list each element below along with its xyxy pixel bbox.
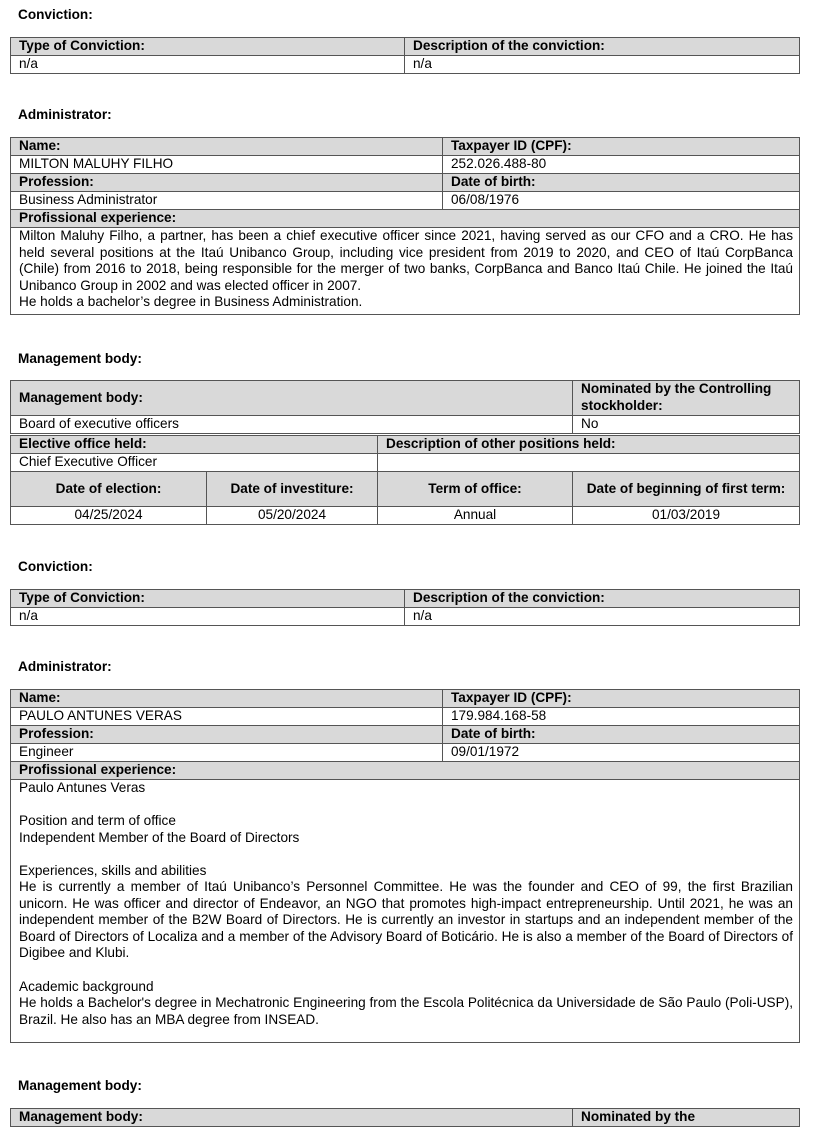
date-of-election-value: 04/25/2024 xyxy=(11,507,207,525)
date-of-birth-value: 09/01/1972 xyxy=(443,744,800,762)
nominated-value: No xyxy=(573,416,800,434)
date-of-first-term-label: Date of beginning of first term: xyxy=(573,472,800,507)
administrator-heading: Administrator: xyxy=(18,107,112,122)
management-body-label: Management body: xyxy=(11,381,573,416)
taxpayer-id-value: 252.026.488-80 xyxy=(443,156,800,174)
date-of-election-label: Date of election: xyxy=(11,472,207,507)
profession-label: Profession: xyxy=(11,726,443,744)
description-of-conviction-value: n/a xyxy=(405,56,800,74)
profession-label: Profession: xyxy=(11,174,443,192)
term-table xyxy=(10,471,800,525)
profession-value: Business Administrator xyxy=(11,192,443,210)
name-label: Name: xyxy=(11,690,443,708)
management-body-table xyxy=(10,380,800,434)
conviction-heading: Conviction: xyxy=(18,559,93,574)
other-positions-value xyxy=(378,454,800,472)
elective-office-table xyxy=(10,435,800,472)
professional-experience-text: Milton Maluhy Filho, a partner, has been a chief executive officer since 2021, having served as our CFO and a CRO. He has held several positions at the Itaú Unibanco Group, including vice president from 2019 to 2020, and CEO of Itaú CorpBanca (Chile) from 2016 to 2018, being responsible for the merger of two banks, CorpBanca and Banco Itaú Chile. He joined the Itaú Unibanco Group in 2002 and was elected officer in 2007. He holds a bachelor’s degree in Business Administration. xyxy=(11,228,800,315)
type-of-conviction-label: Type of Conviction: xyxy=(11,38,405,56)
professional-experience-label: Profissional experience: xyxy=(11,762,800,780)
name-value: PAULO ANTUNES VERAS xyxy=(11,708,443,726)
taxpayer-id-value: 179.984.168-58 xyxy=(443,708,800,726)
date-of-birth-value: 06/08/1976 xyxy=(443,192,800,210)
conviction-heading: Conviction: xyxy=(18,7,93,22)
term-of-office-value: Annual xyxy=(378,507,573,525)
management-body-heading: Management body: xyxy=(18,351,142,366)
other-positions-label: Description of other positions held: xyxy=(378,436,800,454)
management-body-label: Management body: xyxy=(11,1109,573,1127)
date-of-first-term-value: 01/03/2019 xyxy=(573,507,800,525)
professional-experience-intro: Paulo Antunes Veras Position and term of office Independent Member of the Board of Directors Experiences, skills and abilities xyxy=(19,780,300,878)
nominated-by-controlling-stockholder-label: Nominated by the xyxy=(573,1109,800,1127)
elective-office-label: Elective office held: xyxy=(11,436,378,454)
professional-experience-skills: He is currently a member of Itaú Unibanco’s Personnel Committee. He was the founder and CEO of 99, the first Brazilian unicorn. He was officer and director of Endeavor, an NGO that promotes high-impact entrepreneurship. Until 2021, he was an independent member of the B2W Board of Directors. He is currently an investor in startups and an independent member of the Board of Directors of Localiza and a member of the Advisory Board of Boticário. He is also a member of the Board of Directors of Digibee and Klubi. xyxy=(19,879,793,960)
management-body-heading: Management body: xyxy=(18,1078,142,1093)
description-of-conviction-value: n/a xyxy=(405,608,800,626)
description-of-conviction-label: Description of the conviction: xyxy=(405,590,800,608)
nominated-by-controlling-stockholder-label: Nominated by the Controlling stockholder: xyxy=(573,381,800,416)
profession-value: Engineer xyxy=(11,744,443,762)
type-of-conviction-label: Type of Conviction: xyxy=(11,590,405,608)
date-of-birth-label: Date of birth: xyxy=(443,726,800,744)
taxpayer-id-label: Taxpayer ID (CPF): xyxy=(443,138,800,156)
type-of-conviction-value: n/a xyxy=(11,56,405,74)
administrator-table xyxy=(10,137,800,315)
term-of-office-label: Term of office: xyxy=(378,472,573,507)
date-of-investiture-value: 05/20/2024 xyxy=(207,507,378,525)
academic-background-text: He holds a Bachelor's degree in Mechatronic Engineering from the Escola Politécnica da Universidade de São Paulo (Poli-USP), Brazil. He also has an MBA degree from INSEAD. xyxy=(19,995,793,1027)
date-of-investiture-label: Date of investiture: xyxy=(207,472,378,507)
taxpayer-id-label: Taxpayer ID (CPF): xyxy=(443,690,800,708)
professional-experience-label: Profissional experience: xyxy=(11,210,800,228)
administrator-heading: Administrator: xyxy=(18,659,112,674)
conviction-table xyxy=(10,589,800,626)
elective-office-value: Chief Executive Officer xyxy=(11,454,378,472)
date-of-birth-label: Date of birth: xyxy=(443,174,800,192)
management-body-value: Board of executive officers xyxy=(11,416,573,434)
academic-background-label: Academic background xyxy=(19,978,154,994)
administrator-table xyxy=(10,689,800,1043)
type-of-conviction-value: n/a xyxy=(11,608,405,626)
professional-experience-cell xyxy=(11,780,800,1043)
name-value: MILTON MALUHY FILHO xyxy=(11,156,443,174)
management-body-table xyxy=(10,1108,800,1127)
name-label: Name: xyxy=(11,138,443,156)
conviction-table xyxy=(10,37,800,74)
description-of-conviction-label: Description of the conviction: xyxy=(405,38,800,56)
